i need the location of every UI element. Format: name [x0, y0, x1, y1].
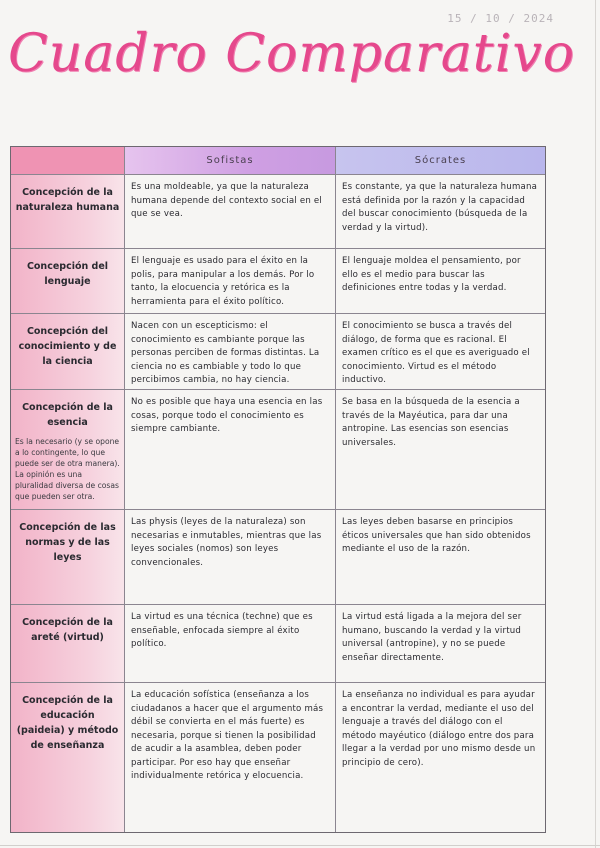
- cell-sofistas: Las physis (leyes de la naturaleza) son necesarias e inmutables, mientras que las leyes sociales (nomos) son leyes convencionales.: [125, 510, 336, 605]
- row-header-note: Es la necesario (y se opone a lo contingente, lo que puede ser de otra manera). La opinión es una pluralidad diversa de cosas que pueden ser otra.: [15, 437, 120, 501]
- cell-sofistas: Es una moldeable, ya que la naturaleza humana depende del contexto social en el que se vea.: [125, 175, 336, 249]
- cell-socrates: Es constante, ya que la naturaleza humana está definida por la razón y la capacidad del buscar conocimiento (búsqueda de la verdad y la virtud).: [336, 175, 545, 249]
- row-header-label: Concepción de la esencia: [22, 402, 113, 428]
- date: 15 / 10 / 2024: [447, 12, 554, 25]
- row-header: Concepción del lenguaje: [11, 249, 125, 314]
- cell-sofistas: Nacen con un escepticismo: el conocimiento es cambiante porque las personas perciben de formas distintas. La ciencia no es cambiable y todo lo que percibimos cambia, no hay ciencia.: [125, 314, 336, 390]
- row-header: Concepción del conocimiento y de la ciencia: [11, 314, 125, 390]
- cell-socrates: La virtud está ligada a la mejora del ser humano, buscando la verdad y la virtud universal (antropine), y no se puede enseñar directamente.: [336, 605, 545, 683]
- column-header-socrates: Sócrates: [336, 147, 545, 175]
- cell-socrates: La enseñanza no individual es para ayudar a encontrar la verdad, mediante el uso del lenguaje a través del diálogo con el método mayéutico (diálogo entre dos para llegar a la verdad por uno mismo desde un principio de cero).: [342, 690, 536, 768]
- cell-socrates: El conocimiento se busca a través del diálogo, de forma que es racional. El examen crítico es el que es averiguado el conocimiento. Virtud es el método inductivo.: [336, 314, 545, 390]
- cell-socrates: Las leyes deben basarse en principios éticos universales que han sido obtenidos mediante el uso de la razón.: [336, 510, 545, 605]
- cell-sofistas: La virtud es una técnica (techne) que es enseñable, enfocada siempre al éxito político.: [125, 605, 336, 683]
- row-header: Concepción de la naturaleza humana: [11, 175, 125, 249]
- comparison-table: [10, 146, 546, 833]
- row-header: Concepción de la educación (paideia) y método de enseñanza: [11, 683, 125, 832]
- cell-sofistas: La educación sofística (enseñanza a los ciudadanos a hacer que el argumento más débil se convierta en el más fuerte) es necesaria, porque si tienen la posibilidad de acudir a la asamblea, deben poder participar. Por eso hay que enseñar individualmente retórica y elocuencia.: [125, 683, 336, 832]
- page-title: Cuadro Comparativo: [8, 24, 576, 84]
- page-edge: [595, 0, 596, 848]
- table-corner: [11, 147, 125, 175]
- cell-sofistas: No es posible que haya una esencia en las cosas, porque todo el conocimiento es siempre cambiante.: [125, 390, 336, 510]
- row-header: Concepción de las normas y de las leyes: [11, 510, 125, 605]
- cell-sofistas: El lenguaje es usado para el éxito en la polis, para manipular a los demás. Por lo tanto, la elocuencia y retórica es la herramienta para el éxito político.: [125, 249, 336, 314]
- column-header-sofistas: Sofistas: [125, 147, 336, 175]
- row-header: [11, 390, 125, 510]
- cell-socrates: Se basa en la búsqueda de la esencia a través de la Mayéutica, para dar una antropine. Las esencias son esencias universales.: [336, 390, 545, 510]
- cell-socrates: El lenguaje moldea el pensamiento, por ello es el medio para buscar las definiciones entre todas y la verdad.: [336, 249, 545, 314]
- row-header: Concepción de la areté (virtud): [11, 605, 125, 683]
- page-bottom-edge: [0, 845, 600, 846]
